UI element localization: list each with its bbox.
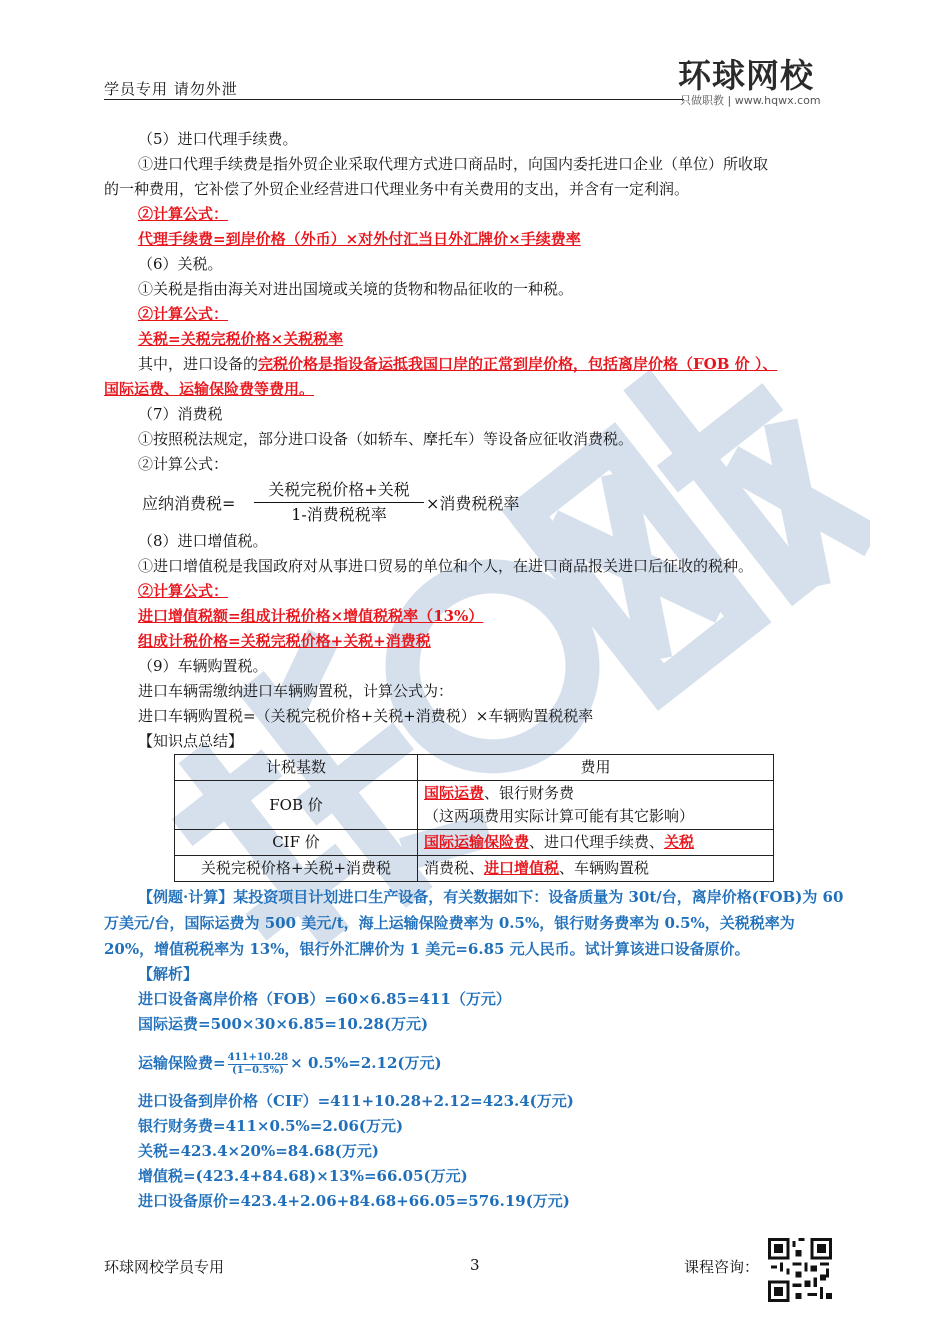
section-heading: （6）关税。 (138, 255, 223, 273)
section-heading: （8）进口增值税。 (138, 532, 268, 550)
table-row (175, 856, 774, 882)
header-divider (104, 99, 684, 100)
paragraph-line: 的一种费用，它补偿了外贸企业经营进口代理业务中有关费用的支出，并含有一定利润。 (104, 180, 690, 198)
step-prefix: 运输保险费= (138, 1054, 226, 1072)
fee-text: 、进口代理手续费、 (529, 833, 665, 851)
main-content (104, 127, 844, 1214)
example-question: 【例题·计算】某投资项目计划进口生产设备，有关数据如下：设备质量为 30t/台，离岸价格(FOB)为 60 万美元/台，国际运费为 500 美元/t，海上运输保险费率为 0.5%，银行财务费率为 0.5%，关税税率为 20%，增值税税率为 13%，银行外汇牌价为 1 美元=6.85 元人民币。试计算该进口设备原价。 (104, 888, 844, 958)
table-cell-base: 关税完税价格+关税+消费税 (175, 856, 418, 882)
formula-numerator: 关税完税价格+关税 (268, 480, 410, 499)
formula-label: ②计算公式： (138, 582, 229, 600)
formula-text: 代理手续费=到岸价格（外币）×对外付汇当日外汇牌价×手续费率 (138, 230, 581, 248)
summary-table (174, 754, 774, 882)
fee-highlight: 国际运输保险费 (424, 833, 530, 851)
fee-note: （这两项费用实际计算可能有其它影响） (424, 807, 695, 825)
summary-heading: 【知识点总结】 (138, 732, 244, 750)
footer-consult-label: 课程咨询： (684, 1258, 760, 1276)
highlight-text: 国际运费、运输保险费等费用。 (104, 380, 315, 398)
footer-left-text: 环球网校学员专用 (104, 1258, 225, 1276)
table-cell-fees (418, 781, 774, 830)
table-header-row (175, 755, 774, 781)
brand-logo (678, 50, 848, 110)
solution-step: 关税=423.4×20%=84.68(万元) (138, 1142, 379, 1160)
formula-lhs: 应纳消费税= (142, 494, 236, 513)
paragraph-line: 进口车辆需缴纳进口车辆购置税，计算公式为： (138, 682, 454, 700)
table-cell-base: CIF 价 (175, 830, 418, 856)
logo-text: 环球网校 (678, 56, 814, 95)
section-heading: （5）进口代理手续费。 (138, 130, 298, 148)
solution-step: 国际运费=500×30×6.85=10.28(万元) (138, 1015, 429, 1033)
consumption-tax-formula (142, 479, 843, 525)
highlight-text: 完税价格是指设备运抵我国口岸的正常到岸价格，包括离岸价格（FOB 价 ）、 (258, 355, 778, 373)
fee-text: 、车辆购置税 (559, 859, 650, 877)
inline-denominator: (1−0.5%) (228, 1064, 289, 1077)
formula-fraction (254, 479, 424, 526)
analysis-label: 【解析】 (138, 965, 199, 983)
formula-denominator: 1-消费税税率 (291, 505, 387, 524)
fee-highlight: 国际运费 (424, 784, 485, 802)
logo-tagline: 只做职教 | www.hqwx.com (680, 94, 821, 107)
fee-text: 、银行财务费 (484, 784, 575, 802)
section-heading: （9）车辆购置税。 (138, 657, 268, 675)
page-number: 3 (470, 1256, 480, 1274)
section-heading: （7）消费税 (138, 405, 223, 423)
solution-step-fraction (138, 1041, 843, 1085)
header-notice: 学员专用 请勿外泄 (104, 80, 238, 98)
table-row (175, 830, 774, 856)
inline-numerator: 411+10.28 (227, 1051, 289, 1063)
paragraph-line: 进口车辆购置税=（关税完税价格+关税+消费税）×车辆购置税税率 (138, 707, 594, 725)
table-header-cell: 计税基数 (175, 755, 418, 781)
inline-fraction (228, 1052, 289, 1077)
table-cell-fees (418, 856, 774, 882)
table-cell-fees (418, 830, 774, 856)
formula-text: 组成计税价格=关税完税价格+关税+消费税 (138, 632, 431, 650)
paragraph-line: ①进口代理手续费是指外贸企业采取代理方式进口商品时，向国内委托进口企业（单位）所收取 (138, 155, 769, 173)
fee-highlight: 进口增值税 (484, 859, 560, 877)
qr-code-icon[interactable] (768, 1238, 832, 1302)
formula-label: ②计算公式： (138, 205, 229, 223)
formula-label: ②计算公式： (138, 305, 229, 323)
formula-text: 进口增值税额=组成计税价格×增值税税率（13%） (138, 607, 484, 625)
table-row (175, 781, 774, 830)
formula-label: ②计算公式： (138, 455, 229, 473)
solution-step: 进口设备原价=423.4+2.06+84.68+66.05=576.19(万元) (138, 1192, 570, 1210)
solution-step: 进口设备离岸价格（FOB）=60×6.85=411（万元） (138, 990, 511, 1008)
solution-step: 银行财务费=411×0.5%=2.06(万元) (138, 1117, 404, 1135)
step-suffix: × 0.5%=2.12(万元) (290, 1054, 442, 1072)
formula-rhs: ×消费税税率 (426, 494, 520, 513)
fee-text: 消费税、 (424, 859, 485, 877)
paragraph-text: 其中，进口设备的 (138, 355, 259, 373)
solution-step: 增值税=(423.4+84.68)×13%=66.05(万元) (138, 1167, 468, 1185)
table-cell-base: FOB 价 (175, 781, 418, 830)
formula-text: 关税=关税完税价格×关税税率 (138, 330, 344, 348)
solution-step: 进口设备到岸价格（CIF）=411+10.28+2.12=423.4(万元) (138, 1092, 574, 1110)
paragraph-line: ①进口增值税是我国政府对从事进口贸易的单位和个人，在进口商品报关进口后征收的税种。 (138, 557, 754, 575)
fraction-bar (254, 502, 424, 503)
paragraph-line: ①按照税法规定，部分进口设备（如轿车、摩托车）等设备应征收消费税。 (138, 430, 634, 448)
table-header-cell: 费用 (418, 755, 774, 781)
fee-highlight: 关税 (664, 833, 695, 851)
paragraph-line: ①关税是指由海关对进出国境或关境的货物和物品征收的一种税。 (138, 280, 574, 298)
